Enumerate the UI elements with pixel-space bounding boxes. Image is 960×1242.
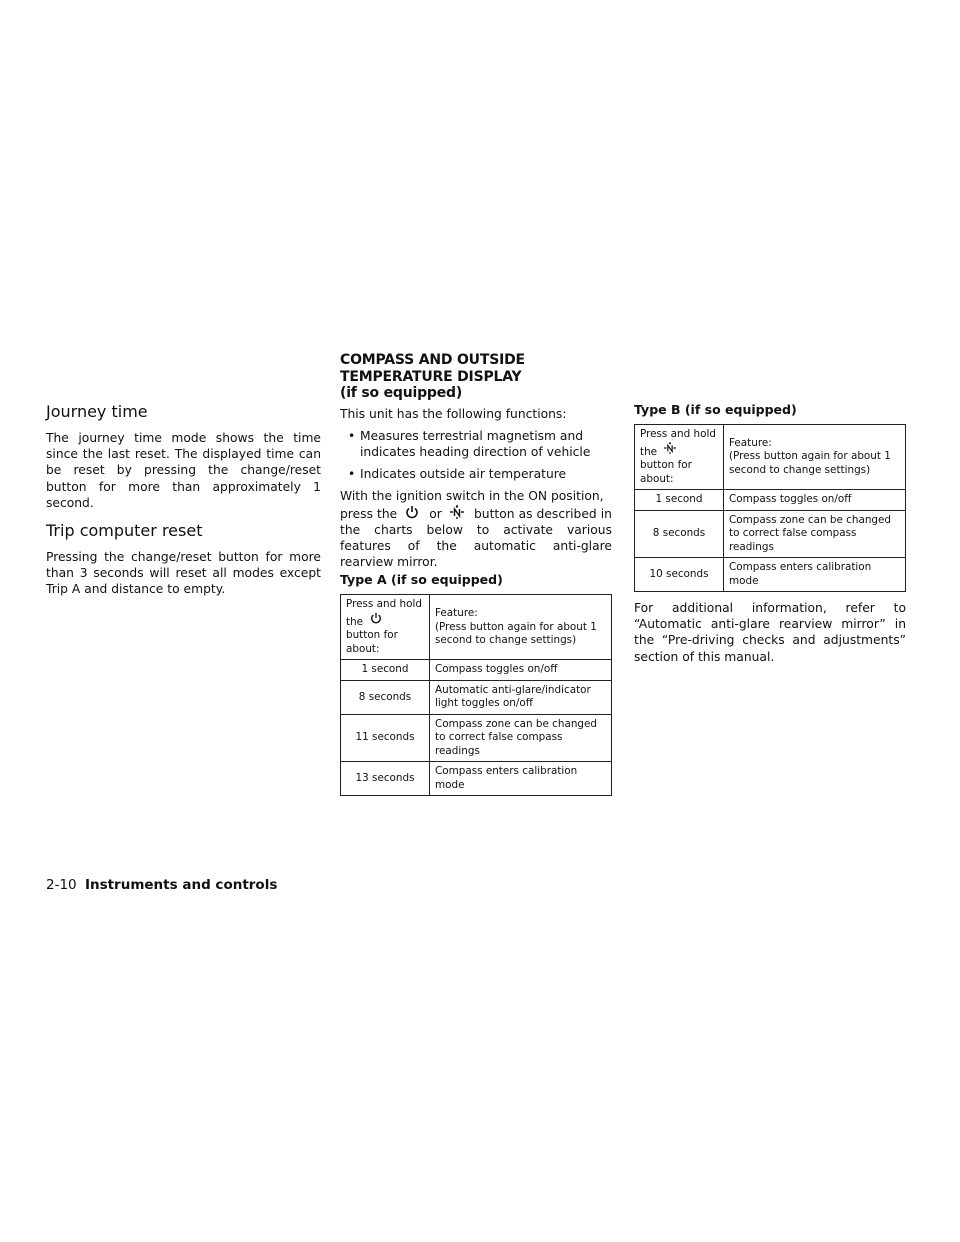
press-button-text <box>340 505 612 571</box>
page-footer <box>46 877 277 893</box>
row-time: 13 seconds <box>341 762 430 796</box>
journey-time-text: The journey time mode shows the time since the last reset. The displayed time can be reset by pressing the change/reset button for more than approximately 1 second. <box>46 431 321 510</box>
section-title: Instruments and controls <box>84 877 278 893</box>
header-c1-pre: Press and hold the <box>346 598 422 628</box>
header-c2-line2: (Press button again for about 1 second to change settings) <box>729 450 891 476</box>
row-time: 1 second <box>635 490 724 511</box>
column-right <box>634 402 906 665</box>
compass-section-heading <box>340 352 612 402</box>
functions-intro: This unit has the following functions: <box>340 406 567 421</box>
press-post: button as described in the charts below to activate various features of the automatic anti-glare rearview mirror. <box>340 506 612 570</box>
row-feature: Compass toggles on/off <box>430 660 612 681</box>
heading-line-2: TEMPERATURE DISPLAY <box>340 368 522 385</box>
header-c1-post: button for about: <box>346 629 398 655</box>
header-c1-post: button for about: <box>640 459 692 485</box>
table-row <box>341 680 612 714</box>
header-c1-pre: Press and hold the <box>640 428 716 458</box>
table-row <box>635 490 906 511</box>
type-a-heading: Type A (if so equipped) <box>340 572 503 588</box>
row-feature: Compass zone can be changed to correct false compass readings <box>724 510 906 558</box>
table-header-row <box>341 595 612 660</box>
column-middle <box>340 352 612 796</box>
header-c2-line2: (Press button again for about 1 second to change settings) <box>435 620 597 647</box>
row-feature: Compass enters calibration mode <box>430 762 612 796</box>
compass-n-icon <box>450 505 464 519</box>
table-row <box>635 558 906 592</box>
row-time: 1 second <box>341 660 430 681</box>
press-pre: press the <box>340 506 398 521</box>
header-c2-line1: Feature: <box>729 436 772 449</box>
header-feature <box>724 425 906 490</box>
row-time: 8 seconds <box>341 680 430 714</box>
bullet-text: Measures terrestrial magnetism and indicates heading direction of vehicle <box>360 428 591 459</box>
row-time: 8 seconds <box>635 510 724 558</box>
row-feature: Compass zone can be changed to correct false compass readings <box>430 714 612 762</box>
heading-line-1: COMPASS AND OUTSIDE <box>340 352 525 368</box>
row-feature: Compass toggles on/off <box>724 490 906 511</box>
heading-line-3: (if so equipped) <box>340 385 463 401</box>
ignition-text: With the ignition switch in the ON position, <box>340 489 604 504</box>
row-time: 10 seconds <box>635 558 724 592</box>
header-c2-line1: Feature: <box>435 607 478 620</box>
table-header-row <box>635 425 906 490</box>
compass-n-icon <box>664 442 676 454</box>
table-row <box>341 660 612 681</box>
journey-time-heading: Journey time <box>46 402 148 421</box>
table-row <box>635 510 906 558</box>
header-press-hold <box>341 595 430 660</box>
list-item <box>340 428 612 460</box>
type-b-table <box>634 424 906 592</box>
power-icon <box>405 505 419 519</box>
row-feature: Compass enters calibration mode <box>724 558 906 592</box>
bullet-glyph: • <box>348 428 356 443</box>
table-row <box>341 762 612 796</box>
row-time: 11 seconds <box>341 714 430 762</box>
row-feature: Automatic anti-glare/indicator light toggles on/off <box>430 680 612 714</box>
table-row <box>341 714 612 762</box>
header-feature <box>430 595 612 660</box>
header-press-hold <box>635 425 724 490</box>
list-item <box>340 466 612 482</box>
power-icon <box>370 612 382 624</box>
bullet-text: Indicates outside air temperature <box>360 467 567 482</box>
trip-reset-text: Pressing the change/reset button for more than 3 seconds will reset all modes except Trip A and distance to empty. <box>46 550 321 597</box>
bullet-glyph: • <box>348 467 356 482</box>
functions-list <box>340 428 612 483</box>
trip-reset-heading: Trip computer reset <box>46 521 203 541</box>
column-left <box>46 402 321 598</box>
type-a-table <box>340 594 612 796</box>
page-number: 2-10 <box>46 877 77 893</box>
type-b-heading: Type B (if so equipped) <box>634 402 797 417</box>
more-info-text: For additional information, refer to “Automatic anti-glare rearview mirror” in the “Pre-driving checks and adjustments” section of this manual. <box>634 601 906 664</box>
press-or: or <box>429 506 442 521</box>
